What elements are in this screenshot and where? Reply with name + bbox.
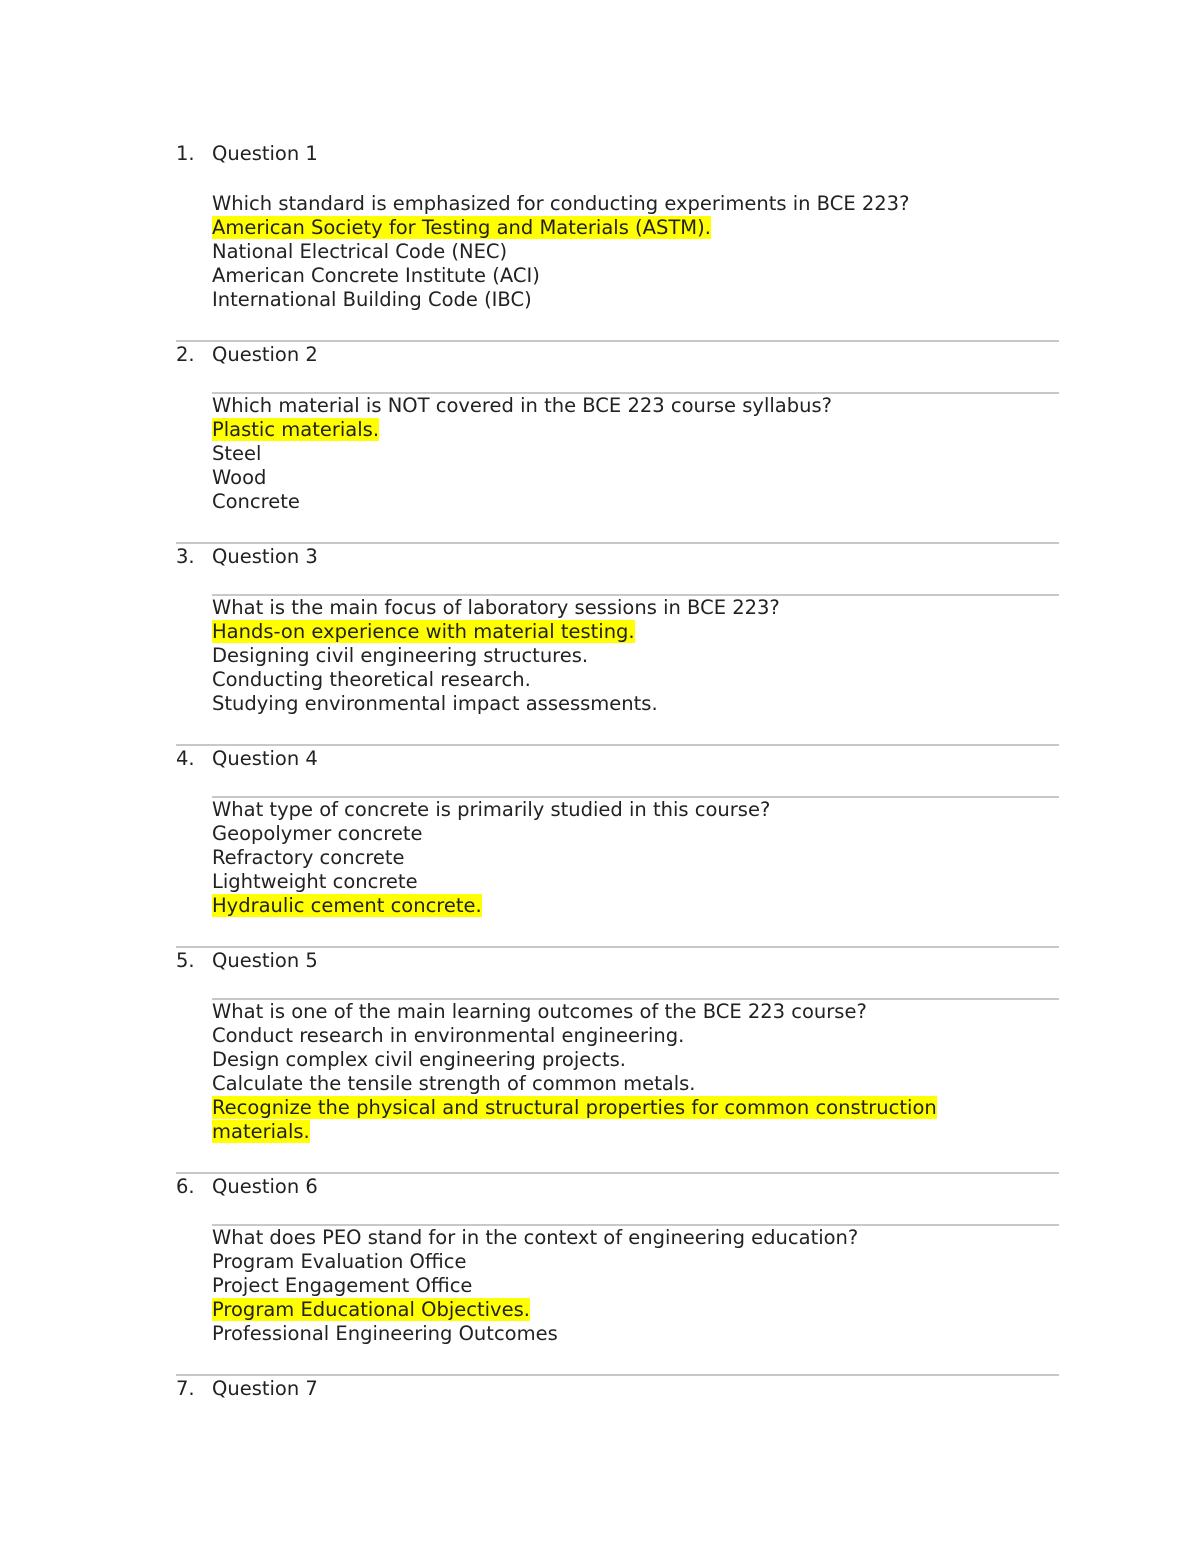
answer-option: Conduct research in environmental engineering. [212, 1024, 685, 1047]
answer-option: Program Evaluation Office [212, 1250, 467, 1273]
answer-option: National Electrical Code (NEC) [212, 240, 508, 263]
question-title: Question 3 [212, 545, 318, 568]
answer-option: Geopolymer concrete [212, 822, 423, 845]
question-number: 6. [176, 1175, 195, 1198]
answer-option: American Concrete Institute (ACI) [212, 264, 540, 287]
question-block [176, 545, 1059, 715]
answer-option: Lightweight concrete [212, 870, 418, 893]
question-title: Question 5 [212, 949, 318, 972]
section-divider [176, 542, 1059, 544]
section-divider [176, 744, 1059, 746]
question-body [212, 1226, 1012, 1346]
question-number: 1. [176, 142, 195, 165]
question-header [176, 142, 1059, 168]
question-header [176, 1175, 1059, 1201]
question-body [212, 192, 1012, 312]
answer-option: Refractory concrete [212, 846, 405, 869]
question-title: Question 7 [212, 1377, 318, 1400]
question-prompt: What does PEO stand for in the context of engineering education? [212, 1226, 859, 1249]
question-block [176, 949, 1059, 1143]
answer-option: Steel [212, 442, 262, 465]
section-divider [176, 340, 1059, 342]
question-body [212, 394, 1012, 514]
answer-option: Calculate the tensile strength of common metals. [212, 1072, 696, 1095]
question-prompt: What is one of the main learning outcomes of the BCE 223 course? [212, 1000, 867, 1023]
answer-option-correct: Plastic materials. [212, 418, 380, 441]
answer-option: Design complex civil engineering projects. [212, 1048, 626, 1071]
question-number: 7. [176, 1377, 195, 1400]
question-number: 5. [176, 949, 195, 972]
section-divider [176, 1374, 1059, 1376]
question-title: Question 1 [212, 142, 318, 165]
answer-option-correct: Program Educational Objectives. [212, 1298, 530, 1321]
question-number: 4. [176, 747, 195, 770]
question-header [176, 1377, 1059, 1403]
answer-option: International Building Code (IBC) [212, 288, 532, 311]
question-block [176, 747, 1059, 917]
question-header [176, 343, 1059, 369]
answer-option: Wood [212, 466, 267, 489]
question-title: Question 6 [212, 1175, 318, 1198]
question-block [176, 142, 1059, 311]
answer-option: Conducting theoretical research. [212, 668, 531, 691]
question-body [212, 1000, 1012, 1144]
question-prompt: Which standard is emphasized for conducting experiments in BCE 223? [212, 192, 910, 215]
question-header [176, 949, 1059, 975]
question-body [212, 798, 1012, 918]
section-divider [176, 1172, 1059, 1174]
answer-option-correct: Hands-on experience with material testing. [212, 620, 635, 643]
question-number: 3. [176, 545, 195, 568]
question-number: 2. [176, 343, 195, 366]
question-title: Question 2 [212, 343, 318, 366]
answer-option: Concrete [212, 490, 300, 513]
question-prompt: Which material is NOT covered in the BCE 223 course syllabus? [212, 394, 832, 417]
answer-option-correct: Recognize the physical and structural properties for common construction [212, 1096, 937, 1119]
answer-option: Professional Engineering Outcomes [212, 1322, 558, 1345]
question-body [212, 596, 1012, 716]
answer-option: Project Engagement Office [212, 1274, 473, 1297]
answer-option: Designing civil engineering structures. [212, 644, 589, 667]
question-block [176, 343, 1059, 513]
question-prompt: What is the main focus of laboratory sessions in BCE 223? [212, 596, 780, 619]
answer-option-correct: American Society for Testing and Materials (ASTM). [212, 216, 711, 239]
question-block [176, 1377, 1059, 1403]
question-header [176, 545, 1059, 571]
answer-option-correct: Hydraulic cement concrete. [212, 894, 482, 917]
question-block [176, 1175, 1059, 1345]
answer-option: Studying environmental impact assessments. [212, 692, 658, 715]
section-divider [176, 946, 1059, 948]
answer-option-correct-continued: materials. [212, 1120, 310, 1143]
question-title: Question 4 [212, 747, 318, 770]
question-header [176, 747, 1059, 773]
question-prompt: What type of concrete is primarily studied in this course? [212, 798, 771, 821]
